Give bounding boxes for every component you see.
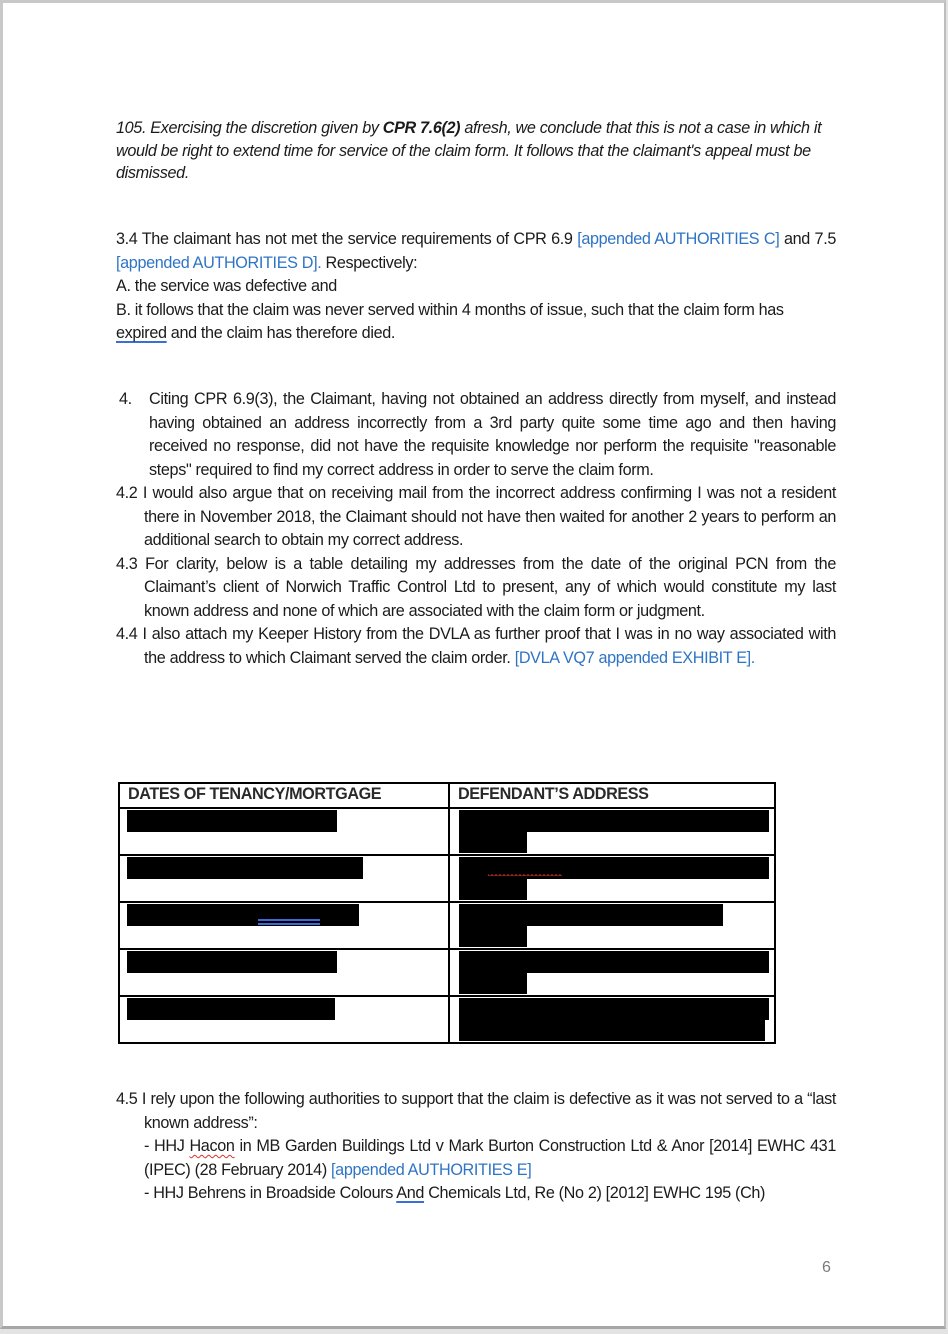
redaction-block (459, 972, 527, 994)
redaction-block (127, 810, 337, 832)
paragraph-4-2 (116, 482, 836, 553)
table-row (119, 902, 775, 949)
redaction-block (127, 857, 363, 879)
quote-text-prefix: 105. Exercising the discretion given by (116, 119, 383, 137)
address-cell (449, 855, 775, 902)
para-3-4-point-b-end: and the claim has therefore died. (166, 324, 396, 342)
table-row (119, 949, 775, 996)
redaction-block (459, 831, 527, 853)
paragraph-3-4 (116, 228, 836, 346)
para-3-4-text-3: Respectively: (321, 253, 418, 272)
dates-cell (119, 902, 449, 949)
paragraph-4-2-text: 4.2 I would also argue that on receiving mail from the incorrect address confirming I was not a resident there in November 2018, the Claimant should not have then waited for another 2 years to perform an additional search to obtain my correct address. (116, 484, 836, 549)
grammar-flagged-word[interactable]: expired (116, 324, 167, 342)
link-authorities-e[interactable]: [appended AUTHORITIES E] (331, 1160, 532, 1179)
paragraph-4-3-text: 4.3 For clarity, below is a table detailing my addresses from the date of the original PCN from the Claimant’s client of Norwich Traffic Control Ltd to present, any of which would constitute my last known address and none of which are associated with the claim form or judgment. (116, 554, 836, 620)
quoted-judgment-105 (116, 117, 836, 185)
redaction-block (127, 951, 337, 973)
table-row (119, 996, 775, 1043)
page-number: 6 (822, 1259, 831, 1276)
dates-cell (119, 855, 449, 902)
table-row (119, 808, 775, 855)
para-3-4-text: 3.4 The claimant has not met the service requirements of CPR 6.9 (116, 230, 578, 248)
grammar-underline (258, 919, 320, 921)
para-3-4-point-b: B. it follows that the claim was never served within 4 months of issue, such that the claim form has (116, 300, 784, 319)
link-authorities-d[interactable]: [appended AUTHORITIES D]. (116, 253, 322, 272)
dates-cell (119, 949, 449, 996)
spellcheck-underline (488, 874, 562, 878)
authority-2 (116, 1182, 836, 1206)
spellcheck-flagged-word[interactable]: Hacon (189, 1137, 235, 1155)
para-3-4-point-a: A. the service was defective and (116, 277, 337, 295)
paragraph-number: 4. (119, 390, 132, 408)
link-exhibit-e[interactable]: [DVLA VQ7 appended EXHIBIT E]. (514, 648, 755, 667)
redaction-block (459, 904, 723, 926)
dates-cell (119, 996, 449, 1043)
paragraph-4-4 (116, 623, 836, 670)
column-header-dates: DATES OF TENANCY/MORTGAGE (119, 783, 449, 808)
paragraph-4-5-intro: 4.5 I rely upon the following authorities to support that the claim is defective as it was not served to a “last known address”: (116, 1090, 836, 1132)
redaction-block (459, 925, 527, 947)
address-cell (449, 808, 775, 855)
paragraph-4-5 (116, 1088, 836, 1206)
address-cell (449, 996, 775, 1043)
para-3-4-text-2: and 7.5 (779, 230, 836, 248)
authority-2-prefix: - HHJ Behrens in Broadside Colours (144, 1184, 397, 1202)
grammar-underline (258, 923, 320, 925)
paragraph-4-text: Citing CPR 6.9(3), the Claimant, having not obtained an address directly from myself, and instead having obtained an address incorrectly from a 3rd party quite some time ago and then having received no response, did not have the requisite knowledge nor perform the requisite "reasonable steps" required to find my correct address in order to serve the claim form. (149, 390, 836, 479)
redaction-block (459, 1019, 765, 1041)
redaction-block (459, 810, 769, 832)
quote-text-suffix: afresh, we conclude that this is not a case in which it would be right to extend time for service of the claim form. It follows that the claimant's appeal must be dismissed. (116, 119, 822, 182)
address-cell (449, 902, 775, 949)
paragraph-4 (116, 388, 836, 482)
authority-1 (116, 1135, 836, 1182)
redaction-block (127, 998, 335, 1020)
paragraph-4-3 (116, 553, 836, 624)
paragraph-4-4-text: 4.4 I also attach my Keeper History from the DVLA as further proof that I was in no way associated with the address to which Claimant served the claim order. (116, 625, 836, 667)
authority-1-text: in MB Garden Buildings Ltd v Mark Burton Construction Ltd & Anor [2014] EWHC 431 (IPEC) (28 February 2014) (144, 1137, 836, 1179)
redaction-block (127, 904, 359, 926)
column-header-address: DEFENDANT’S ADDRESS (449, 783, 775, 808)
numbered-paragraphs (116, 388, 836, 670)
dates-cell (119, 808, 449, 855)
grammar-flagged-word[interactable]: And (396, 1184, 425, 1202)
redaction-block (459, 951, 769, 973)
address-cell (449, 949, 775, 996)
quote-cpr-reference: CPR 7.6(2) (382, 119, 461, 137)
authority-1-prefix: - HHJ (144, 1137, 190, 1155)
link-authorities-c[interactable]: [appended AUTHORITIES C] (577, 230, 780, 248)
address-history-table (118, 782, 774, 1041)
paragraph-4-5-intro-wrap (116, 1088, 836, 1135)
authority-2-text: Chemicals Ltd, Re (No 2) [2012] EWHC 195 (Ch) (424, 1184, 766, 1202)
table-row (119, 855, 775, 902)
redaction-block (459, 998, 769, 1020)
redaction-block (459, 878, 527, 900)
